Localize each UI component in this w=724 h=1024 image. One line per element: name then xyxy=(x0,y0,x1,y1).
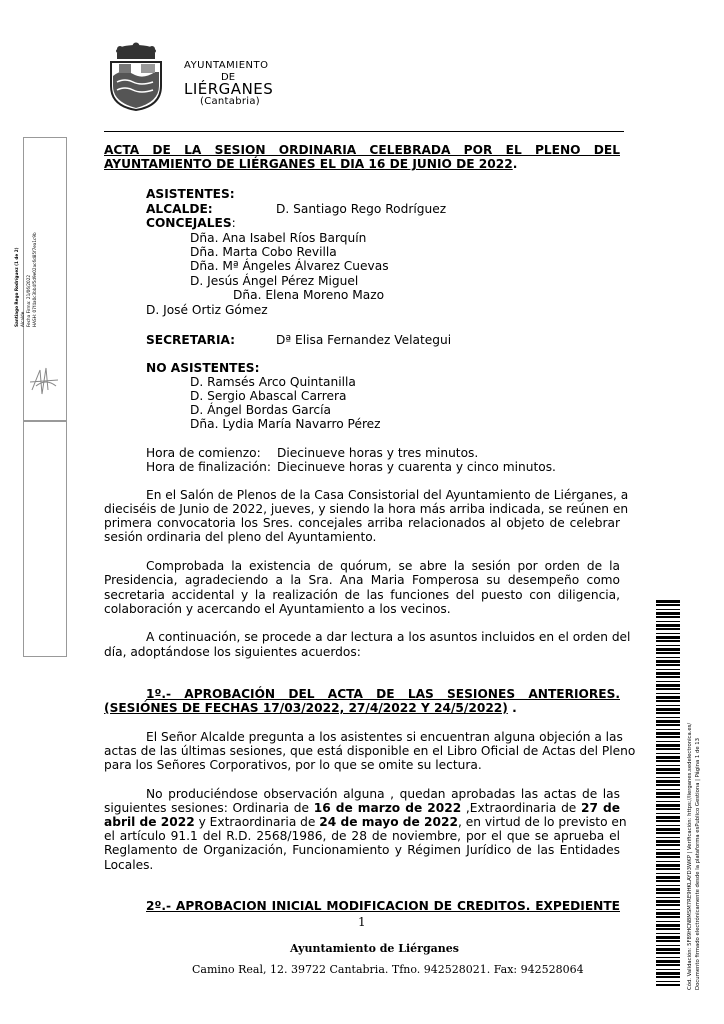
absentee-name: Dña. Lydia María Navarro Pérez xyxy=(190,417,381,431)
paragraph-line: En el Salón de Plenos de la Casa Consistorial del Ayuntamiento de Liérganes, a xyxy=(146,488,629,502)
paragraph-line: dieciséis de Junio de 2022, jueves, y siendo la hora más arriba indicada, se reúnen en xyxy=(104,502,629,516)
text-run: siguientes sesiones: Ordinaria de xyxy=(104,801,314,815)
paragraph-line: secretaria accidental y la realización de las funciones del puesto con diligencia, xyxy=(104,588,620,602)
org-name-line1: AYUNTAMIENTO xyxy=(184,60,269,71)
municipal-crest-logo xyxy=(105,42,167,112)
signature-box-bottom xyxy=(23,420,67,657)
org-name-line4: (Cantabria) xyxy=(200,96,260,107)
paragraph-line: día, adoptándose los siguientes acuerdos: xyxy=(104,645,361,659)
item1-heading-line2 xyxy=(104,701,517,715)
end-time-value: Diecinueve horas y cuarenta y cinco minutos. xyxy=(277,460,556,474)
mayor-label: ALCALDE: xyxy=(146,202,213,216)
verification-line2: Documento firmado electrónicamente desde la plataforma esPublico Gestiona | Página 1 de 13 xyxy=(695,737,701,990)
paragraph-line: El Señor Alcalde pregunta a los asistentes si encuentran alguna objeción a las xyxy=(146,730,623,744)
title-line2-end: . xyxy=(512,157,518,171)
text-run: y Extraordinaria de xyxy=(194,815,320,829)
paragraph-line: actas de las últimas sesiones, que está disponible en el Libro Oficial de Actas del Pleno xyxy=(104,744,636,758)
title-line2 xyxy=(104,157,517,171)
signature-date: Fecha Firma: 21/06/2022 xyxy=(26,274,31,327)
absentee-name: D. Ángel Bordas García xyxy=(190,403,331,417)
paragraph-line: primera convocatoria los Sres. concejales arriba relacionados al objeto de celebrar xyxy=(104,516,620,530)
paragraph-line: Comprobada la existencia de quórum, se abre la sesión por orden de la xyxy=(146,559,620,573)
secretary-label: SECRETARIA: xyxy=(146,333,236,347)
absentees-heading: NO ASISTENTES: xyxy=(146,361,260,375)
paragraph-line: colaboración y acercando el Ayuntamiento a los vecinos. xyxy=(104,602,451,616)
attendees-heading: ASISTENTES: xyxy=(146,187,235,201)
paragraph-line-mixed xyxy=(104,801,620,815)
paragraph-line: A continuación, se procede a dar lectura a los asuntos incluidos en el orden del xyxy=(146,630,631,644)
councillor-name: Dña. Mª Ángeles Álvarez Cuevas xyxy=(190,259,389,273)
secretary-name: Dª Elisa Fernandez Velategui xyxy=(276,333,452,347)
councillor-name: D. Jesús Ángel Pérez Miguel xyxy=(190,274,359,288)
footer-address: Camino Real, 12. 39722 Cantabria. Tfno. 942528021. Fax: 942528064 xyxy=(192,963,584,976)
verification-barcode xyxy=(656,600,680,986)
org-name-line2: DE xyxy=(221,72,236,83)
councillor-name: Dña. Ana Isabel Ríos Barquín xyxy=(190,231,367,245)
handwritten-signature xyxy=(26,360,62,400)
start-time-value: Diecinueve horas y tres minutos. xyxy=(277,446,479,460)
text-run: ,Extraordinaria de xyxy=(461,801,581,815)
item1-heading-line2-text: (SESIÓNES DE FECHAS 17/03/2022, 27/4/2022 Y 24/5/2022) xyxy=(104,701,508,715)
footer-org: Ayuntamiento de Liérganes xyxy=(290,942,459,955)
text-run-bold: 16 de marzo de 2022 xyxy=(313,801,462,815)
item1-heading-line2-end: . xyxy=(507,701,517,715)
paragraph-line-mixed xyxy=(104,815,627,829)
paragraph-line: No produciéndose observación alguna , quedan aprobadas las actas de las xyxy=(146,787,620,801)
text-run-bold: 24 de mayo de 2022 xyxy=(319,815,458,829)
signer-name: Santiago Rego Rodríguez (1 de 2) xyxy=(14,247,19,327)
end-time-label: Hora de finalización: xyxy=(146,460,271,474)
councillors-label-colon: : xyxy=(231,216,236,230)
header-divider xyxy=(104,131,624,132)
councillors-label-text: CONCEJALES xyxy=(146,216,232,230)
title-line1: ACTA DE LA SESION ORDINARIA CELEBRADA POR EL PLENO DEL xyxy=(104,143,620,157)
text-run-bold: 27 de xyxy=(581,801,621,815)
title-line2-text: AYUNTAMIENTO DE LIÉRGANES EL DIA 16 DE JUNIO DE 2022 xyxy=(104,157,513,171)
verification-line1: Cód. Validación: 5F89HCN8MSM7RE9HKLAYD3WKP | Verificación: https://lierganes.sedelectronica.es/ xyxy=(687,722,693,990)
absentee-name: D. Sergio Abascal Carrera xyxy=(190,389,347,403)
start-time-label: Hora de comienzo: xyxy=(146,446,261,460)
paragraph-line: sesión ordinaria del pleno del Ayuntamiento. xyxy=(104,530,377,544)
absentee-name: D. Ramsés Arco Quintanilla xyxy=(190,375,356,389)
text-run-bold: abril de 2022 xyxy=(104,815,195,829)
page-number: 1 xyxy=(358,915,366,929)
org-name-line3: LIÉRGANES xyxy=(184,80,274,98)
councillor-name: Dña. Elena Moreno Mazo xyxy=(233,288,385,302)
item1-heading-line1: 1º.- APROBACIÓN DEL ACTA DE LAS SESIONES ANTERIORES. xyxy=(146,687,620,701)
councillors-label xyxy=(146,216,236,230)
signer-role: Alcalde xyxy=(20,311,25,327)
paragraph-line: el artículo 91.1 del R.D. 2568/1986, de 28 de noviembre, por el que se aprueba el xyxy=(104,829,620,843)
verification-text xyxy=(686,723,702,990)
signature-hash: HASH: 07f4a0c3bb4f5d9e02ac6d85f7ea1c9b xyxy=(32,232,37,327)
paragraph-line: Reglamento de Organización, Funcionamiento y Régimen Jurídico de las Entidades xyxy=(104,843,620,857)
councillor-name: D. José Ortiz Gómez xyxy=(146,303,268,317)
signature-metadata xyxy=(14,232,38,327)
paragraph-line: Presidencia, agradeciendo a la Sra. Ana Maria Fomperosa su desempeño como xyxy=(104,573,620,587)
item2-heading: 2º.- APROBACION INICIAL MODIFICACION DE CREDITOS. EXPEDIENTE xyxy=(146,899,620,913)
paragraph-line: para los Señores Corporativos, por lo que se omite su lectura. xyxy=(104,758,482,772)
mayor-name: D. Santiago Rego Rodríguez xyxy=(276,202,447,216)
paragraph-line: Locales. xyxy=(104,858,154,872)
councillor-name: Dña. Marta Cobo Revilla xyxy=(190,245,337,259)
text-run: , en virtud de lo previsto en xyxy=(457,815,627,829)
